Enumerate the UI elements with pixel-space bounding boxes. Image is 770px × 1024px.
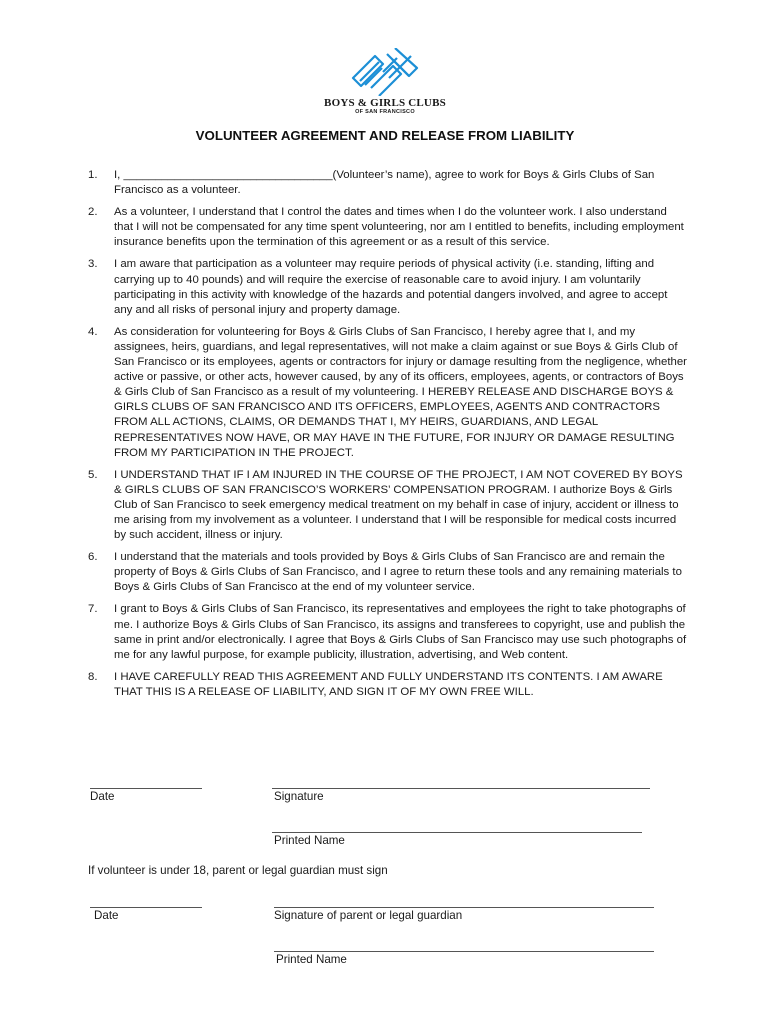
item-text: I UNDERSTAND THAT IF I AM INJURED IN THE COURSE OF THE PROJECT, I AM NOT COVERED BY BOYS & GIRLS CLUBS OF SAN FRANCISCO’S WORKERS’ COMPENSATION PROGRAM. I authorize Boys & Girls Club of San Francisco to seek emergency medical treatment on my behalf in case of injury, accident or illness to me arising from my involvement as a volunteer. I understand that I will be responsible for medical costs incurred by such accident, illness or injury. xyxy=(114,468,683,542)
item-text: As a volunteer, I understand that I control the dates and times when I do the volunteer work. I also understand that I will not be compensated for any time spent volunteering, nor am I entitled to benefits, including employment insurance benefits upon the termination of this agreement or as a result of this service. xyxy=(114,206,684,249)
minor-note: If volunteer is under 18, parent or legal guardian must sign xyxy=(88,864,388,877)
list-item xyxy=(88,550,688,595)
org-logo xyxy=(0,48,770,115)
org-name: BOYS & GIRLS CLUBS xyxy=(324,97,446,109)
guardian-printed-name-line[interactable] xyxy=(274,951,654,952)
list-item xyxy=(88,205,688,250)
list-item xyxy=(88,670,688,700)
boys-girls-clubs-hands-icon xyxy=(349,48,421,96)
printed-name-label: Printed Name xyxy=(274,834,345,847)
signature-label: Signature xyxy=(274,790,324,803)
date-label: Date xyxy=(90,790,115,803)
item-number: 1. xyxy=(88,169,98,181)
signature-line[interactable] xyxy=(272,788,650,789)
item-number: 2. xyxy=(88,206,98,219)
list-item xyxy=(88,325,688,461)
item-number: 3. xyxy=(88,258,98,271)
guardian-date-line[interactable] xyxy=(90,907,202,908)
item-number: 8. xyxy=(88,670,98,683)
list-item xyxy=(88,468,688,543)
item-text: I understand that the materials and tools provided by Boys & Girls Clubs of San Francisco are and remain the property of Boys & Girls Clubs of San Francisco, and I agree to return these tools and any remaining materials to Boys & Girls Clubs of San Francisco at the end of my volunteer service. xyxy=(114,551,682,594)
item-text: I HAVE CAREFULLY READ THIS AGREEMENT AND FULLY UNDERSTAND ITS CONTENTS. I AM AWARE THAT THIS IS A RELEASE OF LIABILITY, AND SIGN IT OF MY OWN FREE WILL. xyxy=(114,670,663,698)
guardian-date-label: Date xyxy=(94,909,119,922)
date-line[interactable] xyxy=(90,788,202,789)
item-text: I grant to Boys & Girls Clubs of San Francisco, its representatives and employees the right to take photographs of me. I authorize Boys & Girls Clubs of San Francisco, its assigns and transferees to copyright, use and publish the same in print and/or electronically. I agree that Boys & Girls Clubs of San Francisco may use such photographs of me for any lawful purpose, for example publicity, illustration, advertising, and Web content. xyxy=(114,603,687,661)
item-number: 4. xyxy=(88,325,98,338)
item-text: As consideration for volunteering for Boys & Girls Clubs of San Francisco, I hereby agree that I, and my assignees, heirs, guardians, and legal representatives, will not make a claim against or sue Boys & Girls Club of San Francisco or its employees, agents or contractors for injury or damage resulting from the negligence, whether active or passive, or other acts, however caused, by any of its officers, employees, agents, or contractors of Boys & Girls Club of San Francisco as a result of my volunteering. I HEREBY RELEASE AND DISCHARGE BOYS & GIRLS CLUBS OF SAN FRANCISCO AND ITS OFFICERS, EMPLOYEES, AGENTS AND CONTRACTORS FROM ALL ACTIONS, CLAIMS, OR DEMANDS THAT I, MY HEIRS, GUARDIANS, AND LEGAL REPRESENTATIVES NOW HAVE, OR MAY HAVE IN THE FUTURE, FOR INJURY OR DAMAGE RESULTING FROM MY PARTICIPATION IN THE PROJECT. xyxy=(114,325,687,459)
guardian-printed-name-label: Printed Name xyxy=(276,953,347,966)
agreement-list xyxy=(88,168,688,700)
printed-name-line[interactable] xyxy=(272,832,642,833)
guardian-signature-line[interactable] xyxy=(274,907,654,908)
document-title: VOLUNTEER AGREEMENT AND RELEASE FROM LIABILITY xyxy=(195,128,575,143)
list-item xyxy=(88,602,688,662)
list-item xyxy=(88,168,688,198)
list-item xyxy=(88,257,688,317)
org-subname: OF SAN FRANCISCO xyxy=(355,109,415,115)
guardian-signature-label: Signature of parent or legal guardian xyxy=(274,909,463,922)
item-text: I, _________________________________(Volunteer’s name), agree to work for Boys & Girls Clubs of San Francisco as a volunteer. xyxy=(114,169,655,197)
item-text: I am aware that participation as a volunteer may require periods of physical activity (i.e. standing, lifting and carrying up to 40 pounds) and will require the exercise of reasonable care to avoid injury. I am voluntarily participating in this activity with knowledge of the hazards and potential dangers involved, and agree to accept any and all risks of personal injury and property damage. xyxy=(114,258,668,316)
item-number: 5. xyxy=(88,468,98,481)
item-number: 7. xyxy=(88,603,98,616)
item-number: 6. xyxy=(88,551,98,564)
